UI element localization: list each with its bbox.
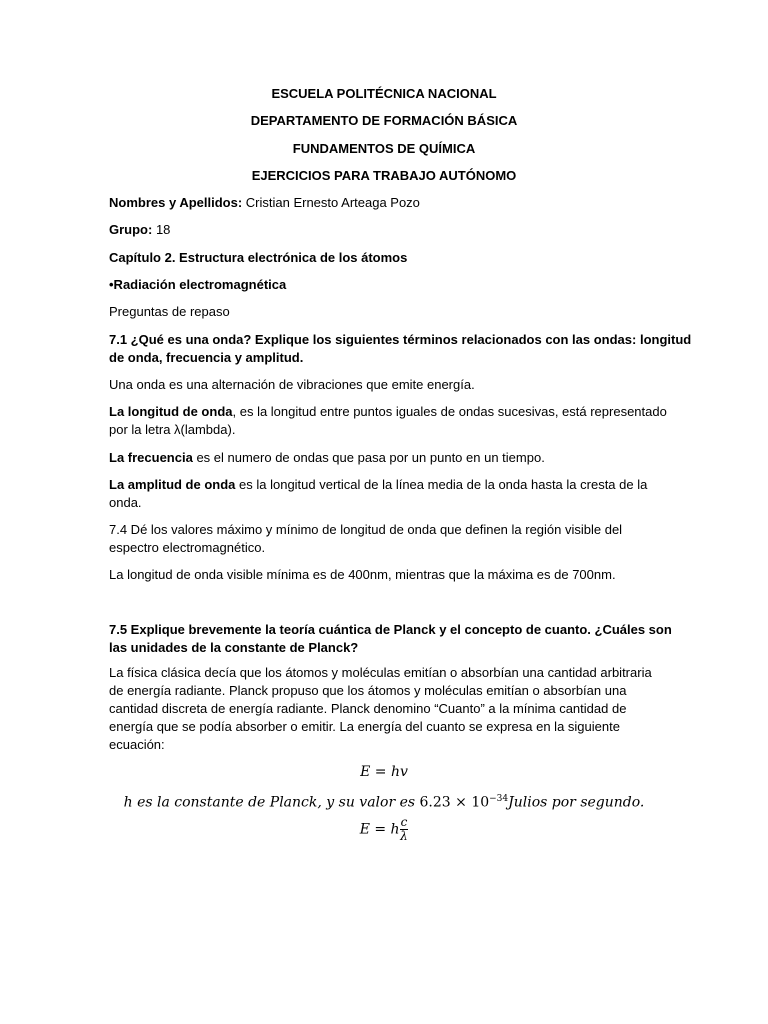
answer-7-4: La longitud de onda visible mínima es de 400nm, mientras que la máxima es de 700nm. xyxy=(109,567,616,582)
group-line xyxy=(109,221,669,239)
answer-7-5-line5: ecuación: xyxy=(109,737,165,752)
equation-energy-wavelength xyxy=(0,816,768,843)
answer-7-5-line2: de energía radiante. Planck propuso que los átomos y moléculas emitían o absorbían una xyxy=(109,683,627,698)
wavelength-def-line2: por la letra λ(lambda). xyxy=(109,422,236,437)
review-heading: Preguntas de repaso xyxy=(109,304,230,319)
chapter-heading: Capítulo 2. Estructura electrónica de los átomos xyxy=(109,250,408,265)
question-7-4-line1: 7.4 Dé los valores máximo y mínimo de longitud de onda que definen la región visible del xyxy=(109,522,623,537)
question-7-5-line1: 7.5 Explique brevemente la teoría cuántica de Planck y el concepto de cuanto. ¿Cuáles son xyxy=(109,622,672,637)
question-7-1-line2: de onda, frecuencia y amplitud. xyxy=(109,350,304,365)
document-title: EJERCICIOS PARA TRABAJO AUTÓNOMO xyxy=(251,168,517,183)
planck-value: 6.23 × 10 xyxy=(419,794,490,811)
planck-text: h es la constante de Planck, y su valor es xyxy=(123,794,420,811)
amplitude-text: es la longitud vertical de la línea media de la onda hasta la cresta de la xyxy=(235,477,648,492)
question-7-4-line2: espectro electromagnético. xyxy=(109,540,266,555)
wavelength-term: La longitud de onda xyxy=(109,404,233,419)
fraction-denominator: λ xyxy=(400,829,408,843)
wavelength-def-line1 xyxy=(109,403,669,421)
student-name-line xyxy=(109,194,669,212)
department-title: DEPARTAMENTO DE FORMACIÓN BÁSICA xyxy=(250,113,518,128)
section-heading: •Radiación electromagnética xyxy=(109,277,287,292)
frequency-def xyxy=(109,449,669,467)
amplitude-def-line1 xyxy=(109,476,669,494)
fraction-numerator: c xyxy=(400,815,408,829)
amplitude-def-line2: onda. xyxy=(109,495,142,510)
wavelength-text: , es la longitud entre puntos iguales de ondas sucesivas, está representado xyxy=(232,404,667,419)
student-name-label: Nombres y Apellidos: xyxy=(109,195,243,210)
amplitude-term: La amplitud de onda xyxy=(109,477,236,492)
answer-7-5-line3: cantidad discreta de energía radiante. Planck denomino “Cuanto” a la mínima cantidad de xyxy=(109,701,627,716)
frequency-text: es el numero de ondas que pasa por un punto en un tiempo. xyxy=(192,450,545,465)
frequency-term: La frecuencia xyxy=(109,450,193,465)
planck-exponent: −34 xyxy=(489,794,509,804)
student-name-value: Cristian Ernesto Arteaga Pozo xyxy=(242,195,420,210)
course-title: FUNDAMENTOS DE QUÍMICA xyxy=(292,141,476,156)
answer-7-1-intro: Una onda es una alternación de vibraciones que emite energía. xyxy=(109,377,475,392)
fraction xyxy=(400,816,409,843)
equation-planck-constant xyxy=(0,790,768,812)
question-7-5-line2: las unidades de la constante de Planck? xyxy=(109,640,359,655)
institution-title: ESCUELA POLITÉCNICA NACIONAL xyxy=(271,86,497,101)
group-value: 18 xyxy=(152,222,171,237)
planck-units: Julios por segundo. xyxy=(508,794,645,811)
question-7-1-line1: 7.1 ¿Qué es una onda? Explique los siguientes términos relacionados con las ondas: longitud xyxy=(109,332,692,347)
answer-7-5-line1: La física clásica decía que los átomos y moléculas emitían o absorbían una cantidad arbitraria xyxy=(109,665,652,680)
equation-lhs: E = h xyxy=(359,821,400,838)
answer-7-5-line4: energía que se podía absorber o emitir. La energía del cuanto se expresa en la siguiente xyxy=(109,719,620,734)
group-label: Grupo: xyxy=(109,222,153,237)
equation-energy: E = hv xyxy=(360,764,408,780)
